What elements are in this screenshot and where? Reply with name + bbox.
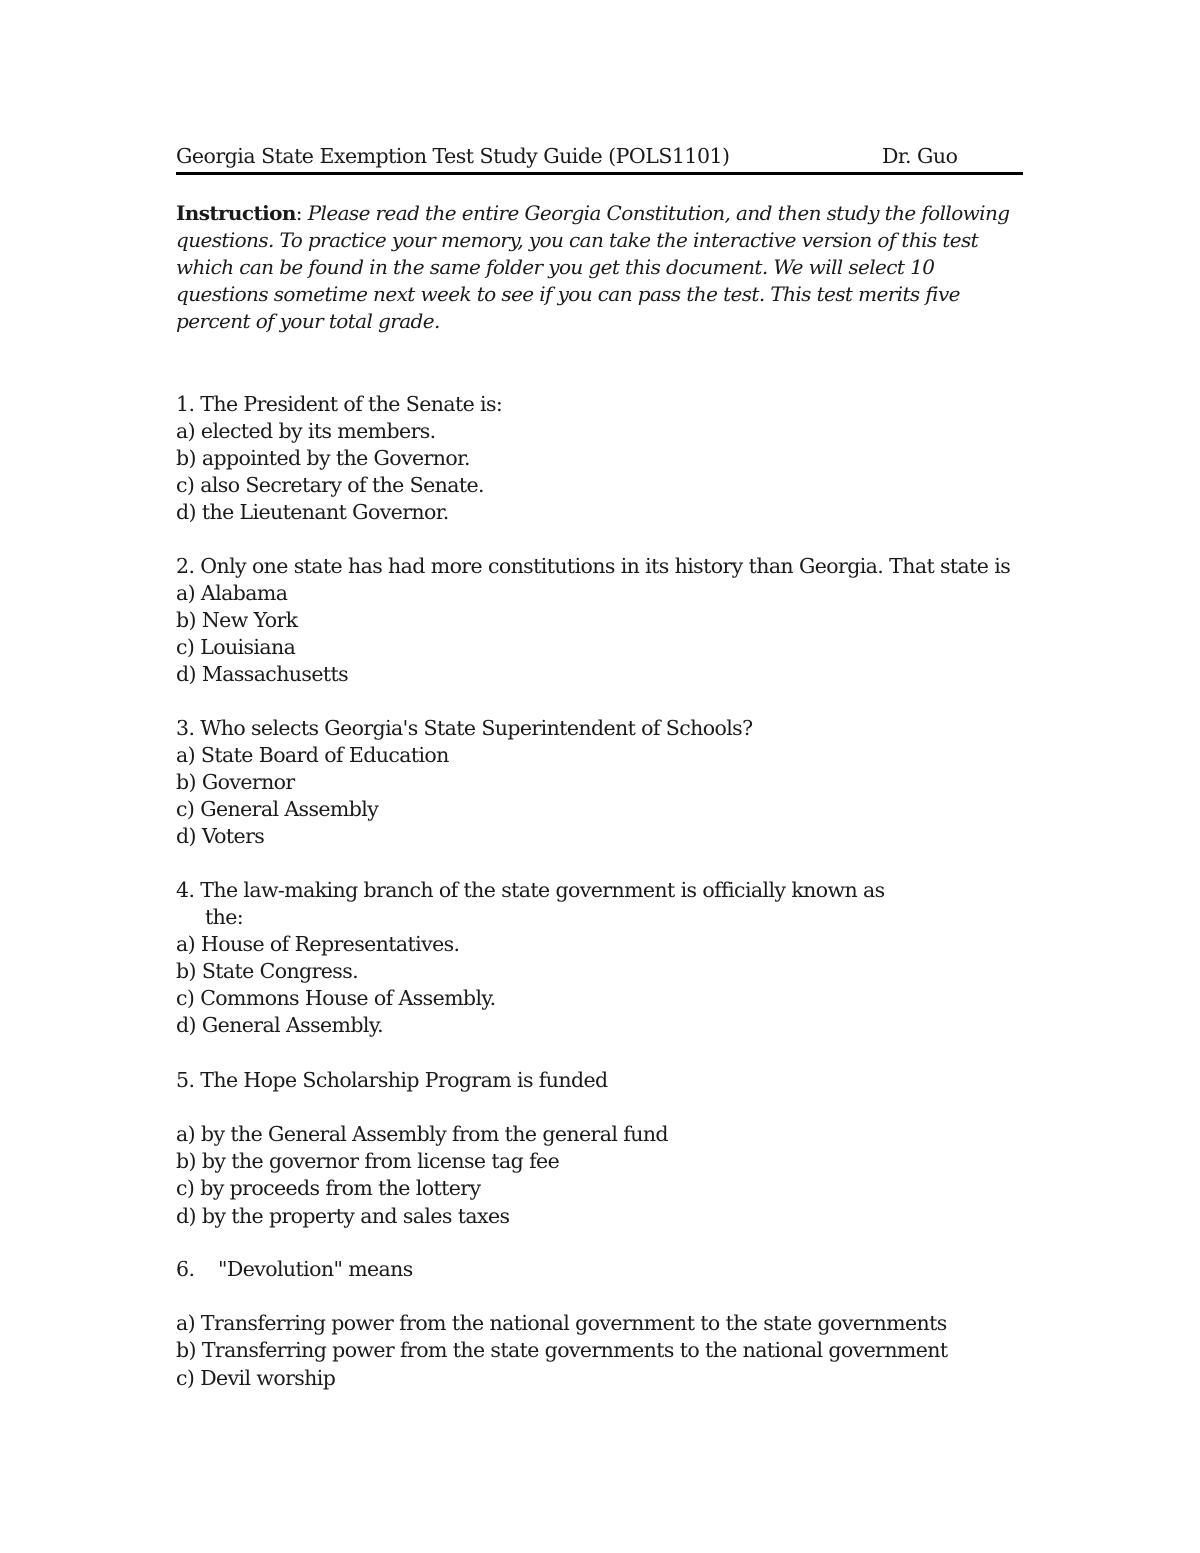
question-1-text: 1. The President of the Senate is: [176,392,503,416]
question-1-option-c: c) also Secretary of the Senate. [176,473,484,497]
question-5-option-c: c) by proceeds from the lottery [176,1176,481,1200]
instruction-text: Please read the entire Georgia Constitution, and then study the following questions. To practice your memory, you can take the interactive version of this test which can be found in the same folder you get this document. We will select 10 questions sometime next week to see if you can pass the test. This test merits five percent of your total grade. [176,201,1010,333]
question-1-option-b: b) appointed by the Governor. [176,446,470,470]
question-4-option-b: b) State Congress. [176,959,359,983]
document-header [176,143,1023,175]
question-3-option-c: c) General Assembly [176,797,379,821]
question-5-text: 5. The Hope Scholarship Program is funded [176,1068,608,1092]
question-2-option-b: b) New York [176,608,298,632]
question-5-option-a: a) by the General Assembly from the general fund [176,1122,668,1146]
question-2-text: 2. Only one state has had more constitutions in its history than Georgia. That state is [176,554,1011,578]
question-6-option-b: b) Transferring power from the state governments to the national government [176,1338,948,1362]
question-5-option-b: b) by the governor from license tag fee [176,1149,560,1173]
question-6-option-a: a) Transferring power from the national government to the state governments [176,1311,947,1335]
question-4-text: 4. The law-making branch of the state government is officially known as [176,878,885,902]
question-6-option-c: c) Devil worship [176,1366,336,1390]
document-title: Georgia State Exemption Test Study Guide (POLS1101) [176,144,730,168]
question-3-option-d: d) Voters [176,824,265,848]
question-5-option-d: d) by the property and sales taxes [176,1204,510,1228]
question-3-option-a: a) State Board of Education [176,743,449,767]
instruction-paragraph [176,200,1016,335]
instruction-separator: : [295,201,308,225]
question-2-option-d: d) Massachusetts [176,662,349,686]
question-4-option-d: d) General Assembly. [176,1013,384,1037]
question-3-option-b: b) Governor [176,770,295,794]
instruction-label: Instruction [176,201,296,225]
question-1-option-a: a) elected by its members. [176,419,436,443]
document-author: Dr. Guo [882,144,958,168]
question-3-text: 3. Who selects Georgia's State Superintendent of Schools? [176,716,753,740]
question-1-option-d: d) the Lieutenant Governor. [176,500,449,524]
question-4-text-continued: the: [205,905,244,929]
question-4-option-c: c) Commons House of Assembly. [176,986,496,1010]
question-6-text: 6. "Devolution" means [176,1257,413,1281]
question-4-option-a: a) House of Representatives. [176,932,460,956]
question-2-option-a: a) Alabama [176,581,288,605]
question-2-option-c: c) Louisiana [176,635,296,659]
